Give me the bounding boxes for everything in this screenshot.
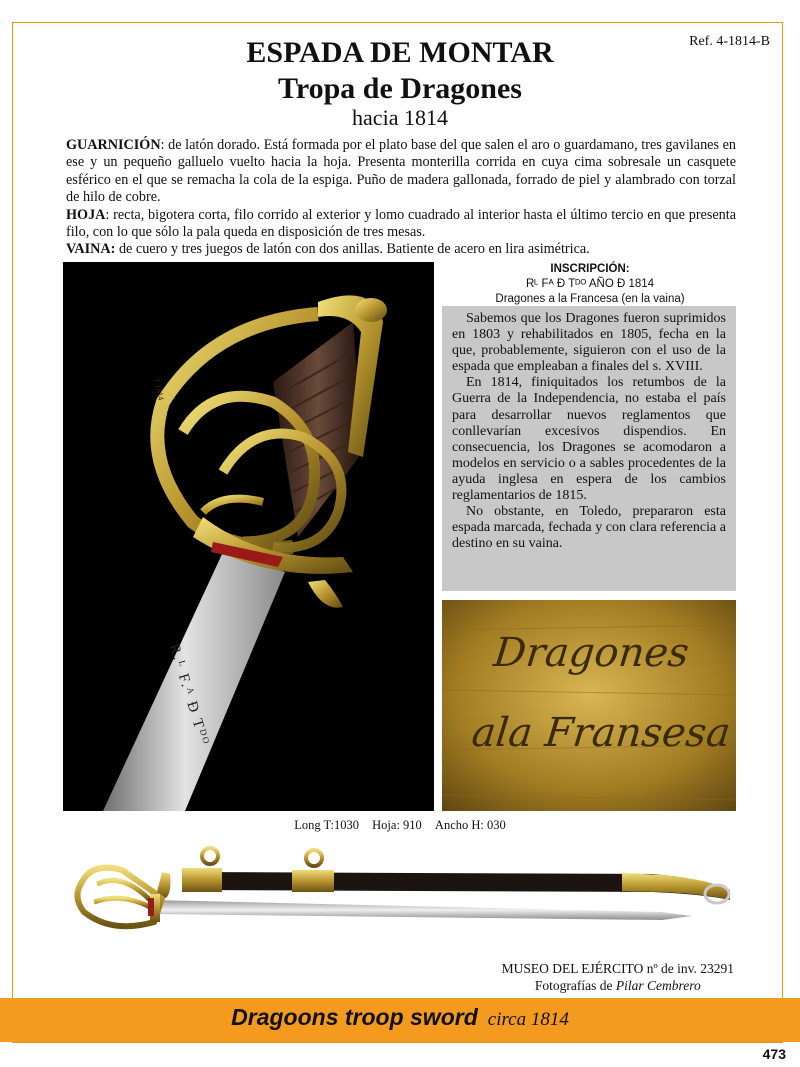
inscription-line-2: Dragones a la Francesa (en la vaina) <box>495 293 685 305</box>
page-number: 473 <box>762 1046 786 1062</box>
hilt-photo <box>63 262 434 811</box>
history-paragraph-2: En 1814, finiquitados los retumbos de la Guerra de la Independencia, no estaba el país para desarrollar nuevos reglamentos que conllevarían excesivos dispendios. En consecuencia, los Dragones se acomodaron a modelos en servicio o a sables procedentes de la ayuda inglesa en espera de los cambios reglamentarios de 1815. <box>452 375 726 504</box>
vaina-label: VAINA: <box>66 241 116 258</box>
inscription-heading: INSCRIPCIÓN: <box>550 263 630 275</box>
museum-credit <box>502 960 734 994</box>
history-box <box>442 306 736 591</box>
hoja-label: HOJA <box>66 206 106 223</box>
description-block <box>66 137 736 259</box>
inscription-line-1: Rᴸ Fᴬ Đ Tᴰᴼ AÑO Đ 1814 <box>525 278 655 290</box>
blade-marks: R.ᴸ F.ᴬ Đ Tᴰᴼ <box>165 642 213 749</box>
english-title: Dragoons troop sword <box>231 1004 478 1030</box>
guarnicion-label: GUARNICIÓN <box>66 137 161 153</box>
reference-number: Ref. 4-1814-B <box>689 34 770 49</box>
inscription-block <box>442 262 738 307</box>
page-title: ESPADA DE MONTAR <box>246 36 554 69</box>
dimensions <box>0 818 800 833</box>
hilt-illustration <box>63 262 434 811</box>
vaina-text: de cuero y tres juegos de latón con dos anillas. Batiente de acero en lira asimétrica. <box>115 241 590 258</box>
guarnicion-text: : de latón dorado. Está formada por el plato base del que salen el aro o guardamano, tres gavilanes en ese y un pequeño galluelo vuelto hacia la hoja. Presenta monterilla corrida en cuya cima sobresale un casquete esférico en el que se remacha la cola de la espiga. Puño de madera gallonada, forrado de piel y alambrado con torzal de hilo de cobre. <box>66 137 736 206</box>
history-paragraph-1: Sabemos que los Dragones fueron suprimidos en 1803 y rehabilitados en 1805, fecha en la que, probablemente, siguieron con el uso de la espada que empleaban a finales del s. XVIII. <box>452 311 726 375</box>
full-sword-photo <box>62 842 738 950</box>
sword-and-scabbard <box>62 842 738 950</box>
photo-credit <box>502 977 734 994</box>
photo-credit-prefix: Fotografías de <box>534 978 616 993</box>
english-circa: circa 1814 <box>487 1009 569 1030</box>
vaina-paragraph <box>66 241 736 258</box>
history-paragraph-3: No obstante, en Toledo, prepararon esta espada marcada, fechada y con clara referencia a destino en su vaina. <box>452 504 726 552</box>
blade-length: Hoja: 910 <box>372 818 422 832</box>
date-caption: hacia 1814 <box>352 105 448 130</box>
total-length: Long T:1030 <box>294 818 360 832</box>
english-title-band <box>0 998 800 1042</box>
hoja-paragraph <box>66 207 736 242</box>
engraving-line-1: Dragones <box>491 630 692 676</box>
photographer-name: Pilar Cembrero <box>615 978 701 993</box>
guarnicion-paragraph <box>66 137 736 207</box>
hoja-text: : recta, bigotera corta, filo corrido al exterior y lomo cuadrado al interior hasta el último tercio en que presenta filo, con lo que sólo la pala queda en disposición de tres mesas. <box>66 206 736 241</box>
engraving-photo <box>442 600 736 811</box>
page-subtitle: Tropa de Dragones <box>278 72 522 105</box>
blade-width: Ancho H: 030 <box>434 818 506 832</box>
museum-inventory: MUSEO DEL EJÉRCITO nº de inv. 23291 <box>501 961 734 976</box>
engraving-line-2: ala Fransesa <box>469 710 733 756</box>
guard-mark: T 1814 <box>152 377 166 402</box>
